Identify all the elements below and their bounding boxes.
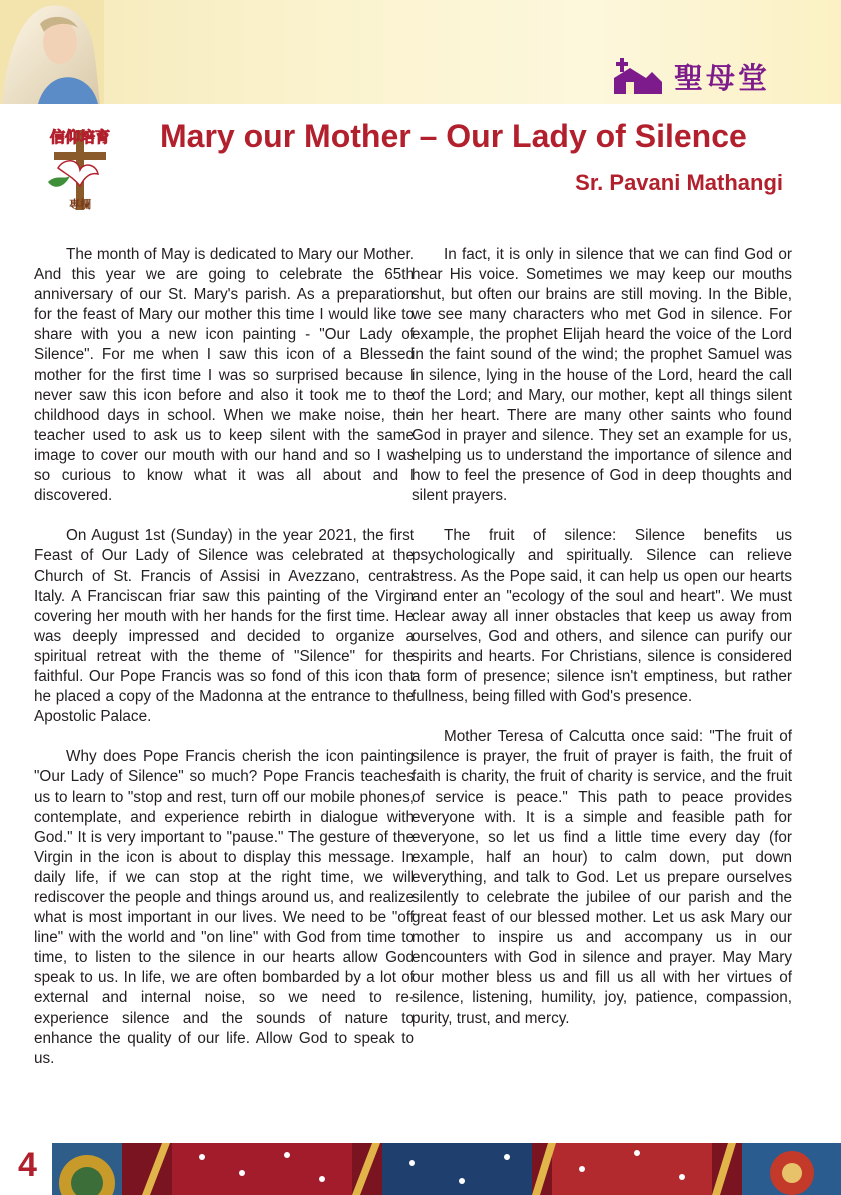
faith-formation-column-logo bbox=[34, 122, 126, 214]
church-logo-icon bbox=[612, 56, 664, 96]
stained-glass-image bbox=[52, 1143, 841, 1195]
column-logo-subtitle: 專欄 bbox=[69, 198, 91, 211]
mary-statue-image bbox=[0, 0, 104, 104]
left-column bbox=[34, 245, 414, 1089]
paragraph: On August 1st (Sunday) in the year 2021, the first Feast of Our Lady of Silence was celebrated at the Church of St. Francis of Assisi in Avezzano, central Italy. A Franciscan friar saw this painting of the Virgin covering her mouth with her hands for the first time. He was deeply impressed and decided to organize a spiritual retreat with the theme of "Silence" for the faithful. Our Pope Francis was so fond of this icon that he placed a copy of the Madonna at the entrance to the Apostolic Palace. bbox=[34, 527, 414, 726]
paragraph: Mother Teresa of Calcutta once said: "The fruit of silence is prayer, the fruit of prayer is faith, the fruit of faith is charity, the fruit of charity is service, and the fruit of service is peace." This path to peace provides everyone with. It is a simple and feasible path for everyone, so let us find a little time every day (for example, half an hour) to calm down, put down everything, and talk to God. Let us prepare ourselves silently to celebrate the jubilee of our parish and the great feast of our blessed mother. Let us ask Mary our mother to inspire us and accompany us in our encounters with God in silence and prayer. May Mary our mother bless us and fill us all with her virtues of silence, listening, humility, joy, patience, compassion, purity, trust, and mercy. bbox=[412, 728, 792, 1027]
church-name: 聖母堂 bbox=[674, 60, 771, 95]
paragraph: Why does Pope Francis cherish the icon painting "Our Lady of Silence" so much? Pope Francis teaches us to learn to "stop and rest, turn off our mobile phones, contemplate, and experience rebirth in dialogue with God." It is very important to "pause." The gesture of the Virgin in the icon is about to display this message. In daily life, if we can stop at the right time, we will rediscover the people and things around us, and realize what is most important in our lives. We need to be "off line" with the world and "on line" with God from time to time, to listen to the silence in our hearts allow God speak to us. In life, we are often bombarded by a lot of external and internal noise, so we need to re-experience silence and the sounds of nature to enhance the quality of our life. Allow God to speak to us. bbox=[34, 748, 414, 1067]
article-title: Mary our Mother – Our Lady of Silence bbox=[160, 118, 747, 154]
paragraph: The fruit of silence: Silence benefits us psychologically and spiritually. Silence can relieve stress. As the Pope said, it can help us open our hearts and enter an "ecology of the soul and heart". We must clear away all inner obstacles that keep us away from ourselves, God and others, and silence can purify our spirits and hearts. For Christians, silence is considered a form of presence; silence isn't emptiness, but rather fullness, being filled with God's presence. bbox=[412, 527, 792, 706]
paragraph: The month of May is dedicated to Mary our Mother. And this year we are going to celebrate the 65th anniversary of our St. Mary's parish. As a preparation for the feast of Mary our mother this time I would like to share with you a new icon painting - "Our Lady of Silence". For me when I saw this icon of a Blessed mother for the first time I was so surprised because I never saw this icon before and also it took me to the childhood days in school. When we make noise, the teacher used to ask us to keep silent with the same image to cover our mouth with our hand and so I was so curious to know what it was all about and I discovered. bbox=[34, 246, 414, 505]
right-column bbox=[412, 245, 792, 1049]
church-brand bbox=[612, 56, 770, 96]
article-author: Sr. Pavani Mathangi bbox=[575, 170, 783, 195]
page-number: 4 bbox=[18, 1146, 37, 1184]
paragraph: In fact, it is only in silence that we can find God or hear His voice. Sometimes we may keep our mouths shut, but often our brains are still moving. In the Bible, we see many characters who met God in silence. For example, the prophet Elijah heard the voice of the Lord in the faint sound of the wind; the prophet Samuel was in silence, lying in the house of the Lord, heard the call of the Lord; and Mary, our mother, kept all things silent in her heart. There are many other saints who found God in prayer and silence. They set an example for us, helping us to understand the importance of silence and how to feel the presence of God in deep thoughts and silent prayers. bbox=[412, 246, 792, 505]
column-logo-title: 信仰培育 bbox=[49, 128, 111, 146]
